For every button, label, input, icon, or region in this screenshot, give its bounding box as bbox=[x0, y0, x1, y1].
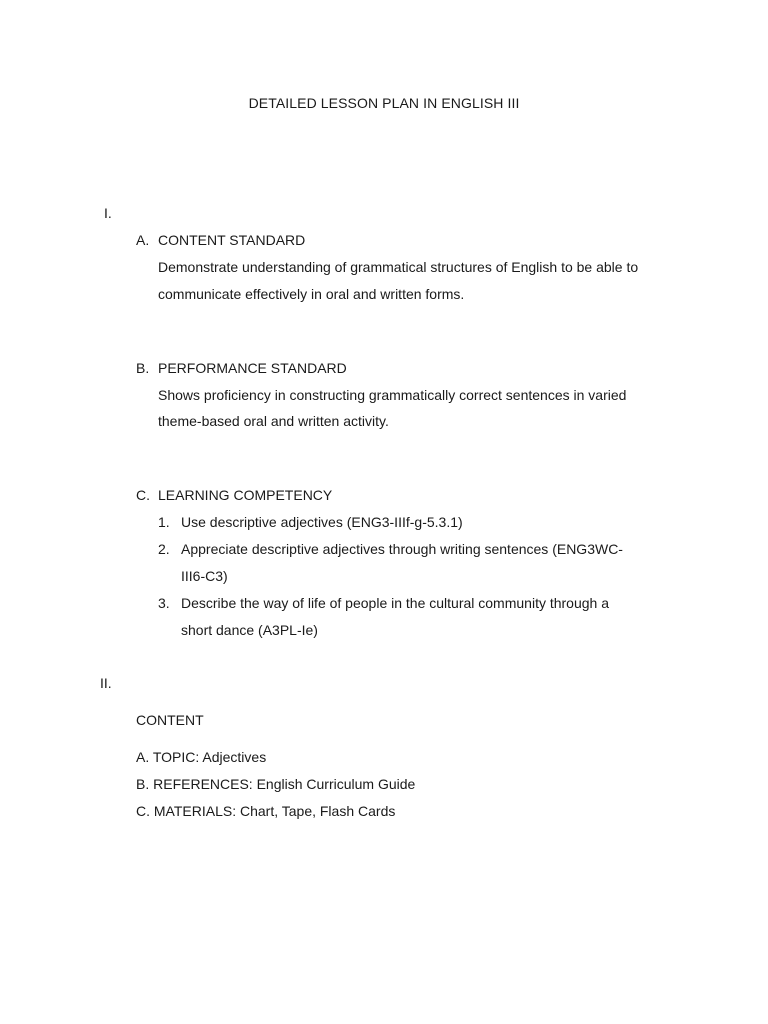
performance-standard-letter: B. bbox=[136, 360, 150, 376]
performance-standard-heading: PERFORMANCE STANDARD bbox=[158, 360, 347, 376]
document-title: DETAILED LESSON PLAN IN ENGLISH III bbox=[248, 95, 520, 111]
learning-competency-letter: C. bbox=[136, 487, 150, 503]
competency-2-line-2: III6-C3) bbox=[181, 568, 228, 584]
performance-standard-line-2: theme-based oral and written activity. bbox=[158, 413, 389, 429]
competency-1-number: 1. bbox=[158, 514, 170, 530]
competency-3-line-1: Describe the way of life of people in the cultural community through a bbox=[181, 595, 610, 611]
content-standard-heading: CONTENT STANDARD bbox=[158, 232, 306, 248]
content-item-materials: C. MATERIALS: Chart, Tape, Flash Cards bbox=[136, 803, 396, 819]
competency-2-line-1: Appreciate descriptive adjectives through writing sentences (ENG3WC- bbox=[181, 541, 623, 557]
competency-2-number: 2. bbox=[158, 541, 170, 557]
section-2-numeral: II. bbox=[100, 675, 112, 691]
competency-3-number: 3. bbox=[158, 595, 170, 611]
content-item-topic: A. TOPIC: Adjectives bbox=[136, 749, 267, 765]
performance-standard-line-1: Shows proficiency in constructing grammatically correct sentences in varied bbox=[158, 387, 627, 403]
competency-3-line-2: short dance (A3PL-Ie) bbox=[181, 622, 318, 638]
competency-1-line-1: Use descriptive adjectives (ENG3-IIIf-g-5.3.1) bbox=[181, 514, 463, 530]
content-standard-line-1: Demonstrate understanding of grammatical structures of English to be able to bbox=[158, 259, 639, 275]
content-item-references: B. REFERENCES: English Curriculum Guide bbox=[136, 776, 416, 792]
learning-competency-heading: LEARNING COMPETENCY bbox=[158, 487, 333, 503]
content-standard-line-2: communicate effectively in oral and written forms. bbox=[158, 286, 465, 302]
content-heading: CONTENT bbox=[136, 712, 204, 728]
section-1-numeral: I. bbox=[104, 205, 112, 221]
content-standard-letter: A. bbox=[136, 232, 150, 248]
